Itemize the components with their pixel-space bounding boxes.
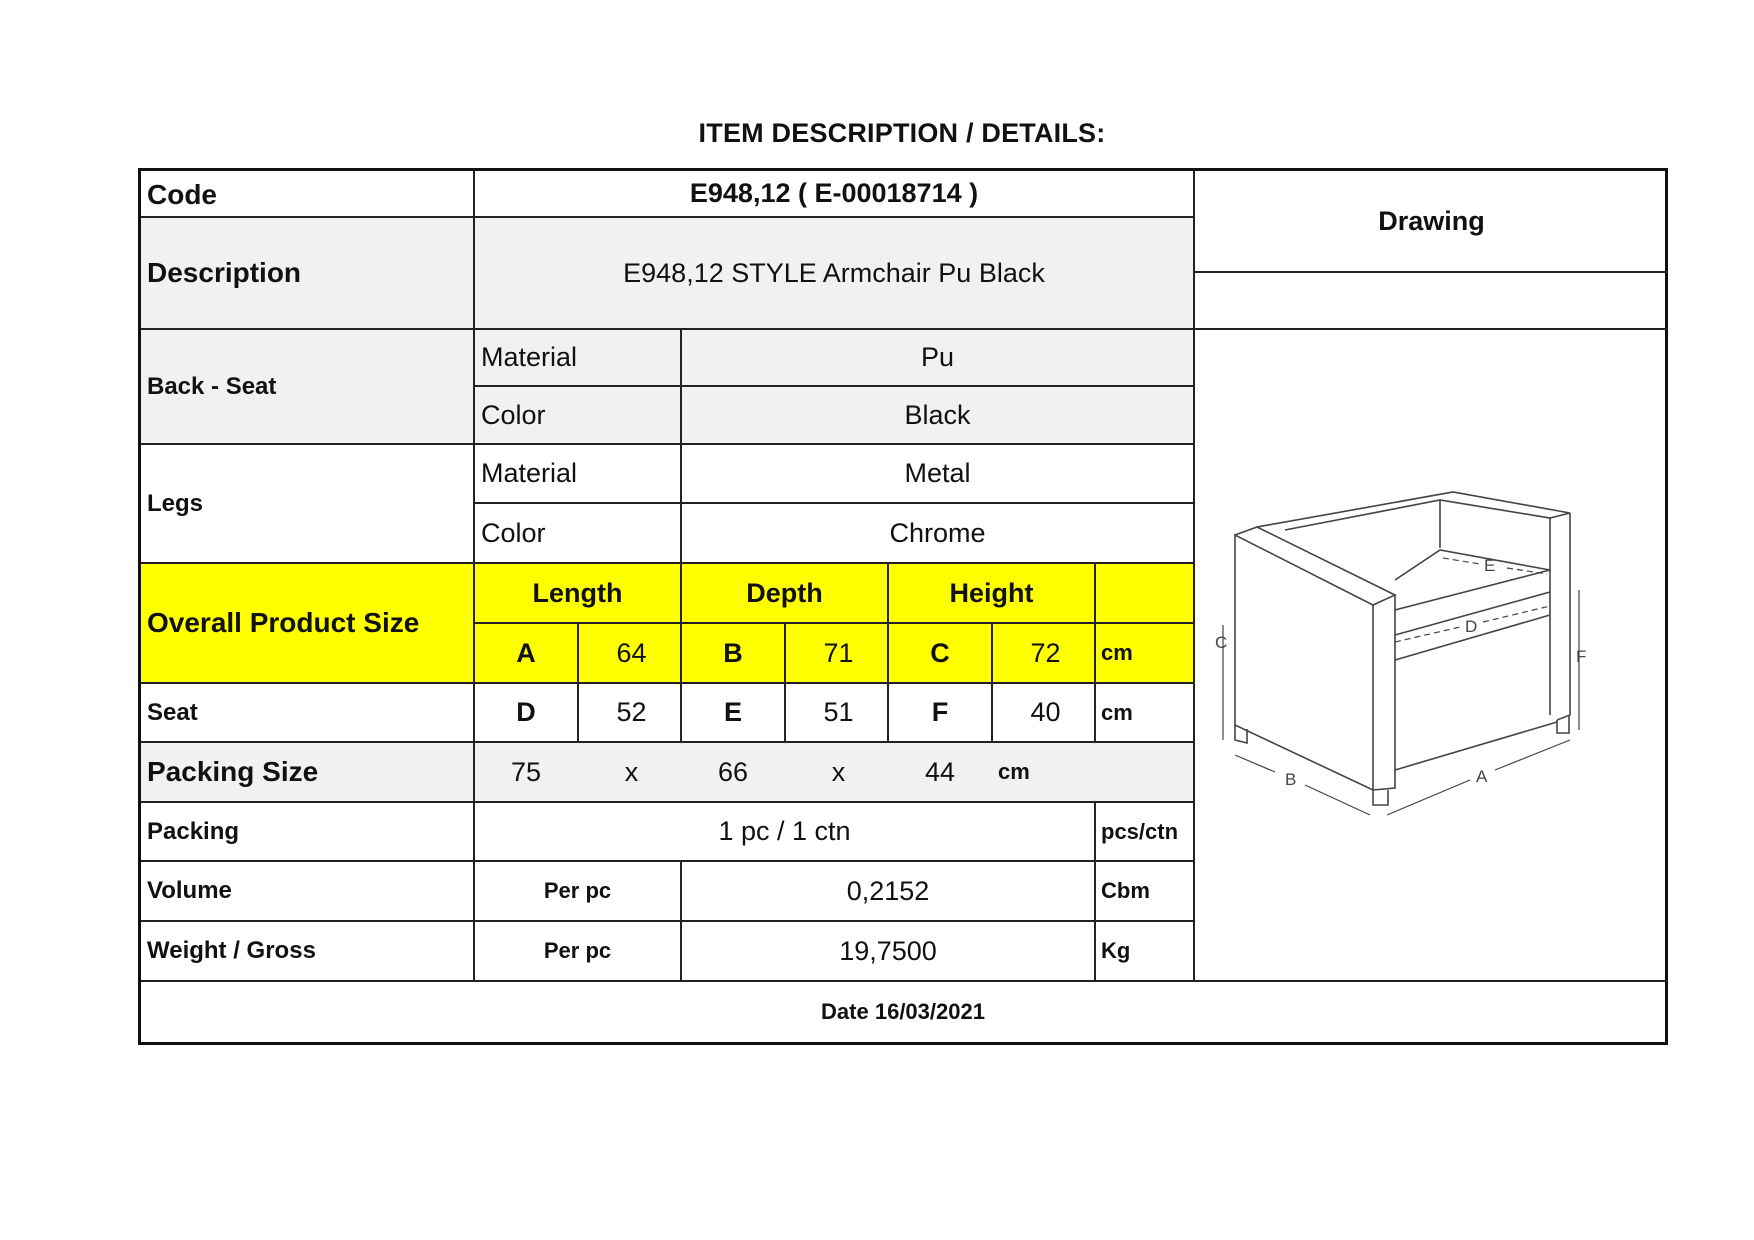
weight-label: Weight / Gross <box>147 937 316 964</box>
volume-label: Volume <box>147 877 232 904</box>
drawing-leg-front-right <box>1373 790 1388 805</box>
dim-d-value: 52 <box>616 697 647 727</box>
back-seat-color-label: Color <box>481 399 546 430</box>
dim-a-value: 64 <box>616 637 647 668</box>
overall-unit: cm <box>1101 640 1133 665</box>
dim-b-value: 71 <box>823 637 854 668</box>
back-seat-material-value: Pu <box>920 342 955 372</box>
weight-value: 19,7500 <box>839 935 937 966</box>
page-title: ITEM DESCRIPTION / DETAILS: <box>698 118 1106 148</box>
code-value: E948,12 ( E-00018714 ) <box>689 178 979 208</box>
packing-unit: pcs/ctn <box>1101 818 1179 844</box>
drawing-seat-top <box>1395 550 1550 610</box>
seat-unit: cm <box>1101 699 1133 725</box>
dim-b-letter: B <box>723 637 743 668</box>
depth-header: Depth <box>746 577 823 608</box>
drawing-label-e: E <box>1484 556 1496 575</box>
dim-e-letter: E <box>723 697 742 727</box>
packing-value: 1 pc / 1 ctn <box>718 816 851 846</box>
dim-f-letter: F <box>931 697 949 727</box>
volume-value: 0,2152 <box>846 875 930 906</box>
drawing-dim-a-line-left <box>1387 780 1470 815</box>
volume-per: Per pc <box>543 878 612 903</box>
back-seat-material-label: Material <box>481 342 578 372</box>
packing-width: 66 <box>717 756 749 787</box>
height-header: Height <box>949 577 1034 608</box>
dim-e-value: 51 <box>823 697 854 727</box>
packing-x-2: x <box>831 756 846 787</box>
drawing-back-top <box>1257 492 1570 530</box>
legs-material-value: Metal <box>904 458 971 488</box>
drawing-label-d: D <box>1465 617 1478 636</box>
dim-d-letter: D <box>516 697 536 727</box>
drawing-label-c: C <box>1215 633 1228 652</box>
drawing-label-a: A <box>1476 767 1488 786</box>
description-value: E948,12 STYLE Armchair Pu Black <box>623 257 1045 288</box>
drawing-dim-b-line-right <box>1305 785 1370 815</box>
dim-c-letter: C <box>930 637 950 668</box>
date-footer: Date 16/03/2021 <box>821 999 985 1024</box>
drawing-dim-b-line-left <box>1235 755 1275 772</box>
drawing-dim-d-line-left <box>1395 627 1460 642</box>
legs-label: Legs <box>147 489 204 517</box>
drawing-right-arm-outer <box>1557 513 1570 720</box>
description-label: Description <box>147 257 302 288</box>
overall-size-label: Overall Product Size <box>147 607 420 638</box>
back-seat-label: Back - Seat <box>147 372 277 400</box>
legs-color-label: Color <box>481 517 546 548</box>
packing-size-unit: cm <box>998 759 1030 784</box>
legs-color-value: Chrome <box>889 517 986 548</box>
dim-c-value: 72 <box>1030 637 1061 668</box>
dim-a-letter: A <box>516 637 536 668</box>
drawing-left-arm-top <box>1235 527 1395 605</box>
weight-unit: Kg <box>1101 938 1131 963</box>
weight-per: Per pc <box>543 938 612 963</box>
code-label: Code <box>147 178 217 210</box>
drawing-dim-e-line-left <box>1443 558 1480 564</box>
legs-material-label: Material <box>481 458 578 488</box>
dim-f-value: 40 <box>1030 697 1061 727</box>
length-header: Length <box>532 577 623 608</box>
armchair-line-drawing <box>1195 330 1668 980</box>
packing-height: 44 <box>924 756 956 787</box>
drawing-left-arm-side <box>1373 595 1395 790</box>
volume-unit: Cbm <box>1101 878 1150 903</box>
packing-label: Packing <box>147 817 240 845</box>
grid-line <box>1195 271 1668 273</box>
drawing-label-b: B <box>1285 770 1297 789</box>
drawing-dim-a-line-right <box>1495 740 1570 770</box>
armchair-drawing <box>1195 330 1668 980</box>
back-seat-color-value: Black <box>904 399 971 430</box>
drawing-label-f: F <box>1576 647 1587 666</box>
seat-label: Seat <box>147 698 198 726</box>
drawing-label: Drawing <box>1378 205 1485 236</box>
packing-size-label: Packing Size <box>147 756 319 787</box>
drawing-bottom-edge <box>1395 722 1557 770</box>
packing-x-1: x <box>624 756 639 787</box>
item-details-table <box>138 168 1668 1045</box>
packing-length: 75 <box>510 756 542 787</box>
